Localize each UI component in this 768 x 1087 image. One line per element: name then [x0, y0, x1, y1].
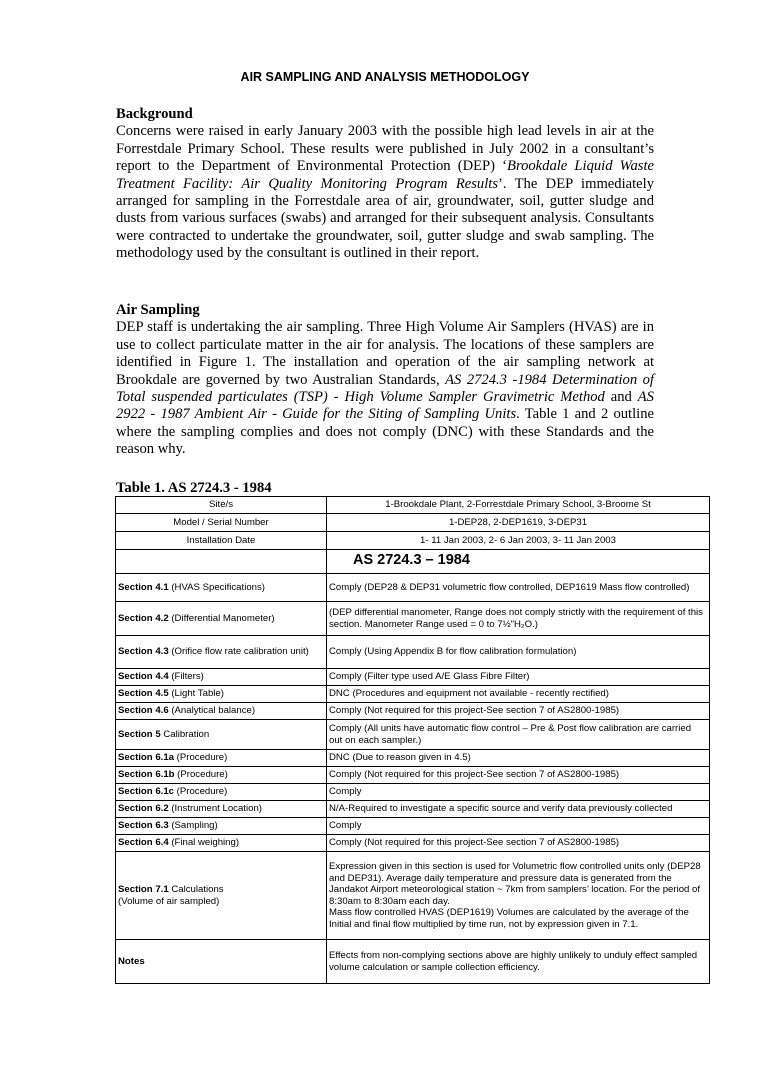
section-cell: Section 6.1a (Procedure) — [116, 750, 327, 767]
status-cell: Comply (All units have automatic flow control – Pre & Post flow calibration are carried out on each sampler.) — [327, 720, 710, 750]
section-cell: Section 4.4 (Filters) — [116, 669, 327, 686]
section-cell: Section 4.2 (Differential Manometer) — [116, 602, 327, 636]
table-row — [116, 574, 710, 602]
background-heading: Background — [116, 106, 193, 122]
status-cell: Comply — [327, 818, 710, 835]
table-row — [116, 703, 710, 720]
table-caption: Table 1. AS 2724.3 - 1984 — [116, 480, 272, 496]
section-cell: Section 4.3 (Orifice flow rate calibration unit) — [116, 636, 327, 669]
compliance-table — [115, 496, 710, 984]
status-cell: Comply (Using Appendix B for flow calibration formulation) — [327, 636, 710, 669]
status-cell: DNC (Procedures and equipment not available - recently rectified) — [327, 686, 710, 703]
table-row — [116, 497, 710, 514]
air-sampling-text-3: . Table 1 and 2 outline where the sampling complies and does not comply (DNC) with these Standards and the reason why. — [116, 406, 654, 458]
section-cell: Section 6.3 (Sampling) — [116, 818, 327, 835]
empty-cell — [116, 550, 327, 574]
table-row — [116, 835, 710, 852]
background-text-1: Concerns were raised in early January 2003 with the possible high lead levels in air at the Forrestdale Primary School. These results were published in July 2002 in a consultant’s report to the Department of Environmental Protection (DEP) ‘ — [116, 123, 654, 175]
section-cell: Section 6.4 (Final weighing) — [116, 835, 327, 852]
header-value: 1- 11 Jan 2003, 2- 6 Jan 2003, 3- 11 Jan 2003 — [327, 532, 710, 550]
table-row — [116, 550, 710, 574]
table-row — [116, 750, 710, 767]
header-value: 1-Brookdale Plant, 2-Forrestdale Primary School, 3-Broome St — [327, 497, 710, 514]
background-section — [116, 106, 654, 263]
status-cell: N/A-Required to investigate a specific source and verify data previously collected — [327, 801, 710, 818]
table-row — [116, 801, 710, 818]
air-sampling-paragraph — [116, 319, 654, 458]
header-value: 1-DEP28, 2-DEP1619, 3-DEP31 — [327, 514, 710, 532]
background-paragraph — [116, 123, 654, 262]
table-row — [116, 767, 710, 784]
notes-label: Notes — [116, 940, 327, 984]
status-cell: Comply (Filter type used A/E Glass Fibre Filter) — [327, 669, 710, 686]
table-row — [116, 818, 710, 835]
table-row — [116, 940, 710, 984]
air-sampling-heading: Air Sampling — [116, 302, 200, 318]
table-row — [116, 720, 710, 750]
status-cell: Comply — [327, 784, 710, 801]
status-cell: Comply (Not required for this project-See section 7 of AS2800-1985) — [327, 835, 710, 852]
status-cell: Comply (Not required for this project-See section 7 of AS2800-1985) — [327, 703, 710, 720]
status-cell: Expression given in this section is used for Volumetric flow controlled units only (DEP28 and DEP31). Average daily temperature and pressure data is generated from the Jandakot Airport meteorological station ~ 7km from samplers’ location. For the period of 8:30am to 8:30am each day. Mass flow controlled HVAS (DEP1619) Volumes are calculated by the average of the Initial and final flow multiplied by time run, not by expression given in 7.1. — [327, 852, 710, 940]
table-row — [116, 686, 710, 703]
table-row — [116, 602, 710, 636]
table-row — [116, 636, 710, 669]
air-sampling-text-1: DEP staff is undertaking the air sampling. Three High Volume Air Samplers (HVAS) are in use to collect particulate matter in the air for analysis. The locations of these samplers are identified in Figure 1. The installation and operation of the air sampling network at Brookdale are governed by two Australian Standards, — [116, 319, 654, 388]
section-cell: Section 6.2 (Instrument Location) — [116, 801, 327, 818]
status-cell: Comply (DEP28 & DEP31 volumetric flow controlled, DEP1619 Mass flow controlled) — [327, 574, 710, 602]
standard-heading-text: AS 2724.3 – 1984 — [353, 552, 470, 569]
table-row — [116, 852, 710, 940]
table-row — [116, 532, 710, 550]
background-text-2: ’. The DEP immediately arranged for sampling in the Forrestdale area of air, groundwater, soil, gutter sludge and dusts from various surfaces (swabs) and arranged for their subsequent analysis. Consultants were contracted to undertake the groundwater, soil, gutter sludge and swab sampling. The methodology used by the consultant is outlined in their report. — [116, 175, 654, 262]
section-cell: Section 7.1 Calculations (Volume of air sampled) — [116, 852, 327, 940]
notes-text: Effects from non-complying sections above are highly unlikely to unduly effect sampled volume calculation or sample collection efficiency. — [327, 940, 710, 984]
standard-heading — [327, 550, 710, 574]
air-sampling-section — [116, 302, 654, 459]
status-cell: (DEP differential manometer, Range does not comply strictly with the requirement of this section. Manometer Range used = 0 to 7½"H₂O.) — [327, 602, 710, 636]
table-row — [116, 784, 710, 801]
table-row — [116, 669, 710, 686]
status-cell: DNC (Due to reason given in 4.5) — [327, 750, 710, 767]
table-row — [116, 514, 710, 532]
status-cell: Comply (Not required for this project-See section 7 of AS2800-1985) — [327, 767, 710, 784]
standard-title-2: AS 2922 - 1987 Ambient Air - Guide for the Siting of Sampling Units — [116, 389, 654, 423]
section-cell: Section 6.1b (Procedure) — [116, 767, 327, 784]
header-label: Installation Date — [116, 532, 327, 550]
section-cell: Section 4.1 (HVAS Specifications) — [116, 574, 327, 602]
section-cell: Section 5 Calibration — [116, 720, 327, 750]
standard-title-1: AS 2724.3 -1984 Determination of Total suspended particulates (TSP) - High Volume Sampler Gravimetric Method — [116, 371, 654, 406]
section-cell: Section 6.1c (Procedure) — [116, 784, 327, 801]
header-label: Model / Serial Number — [116, 514, 327, 532]
document-title: AIR SAMPLING AND ANALYSIS METHODOLOGY — [240, 70, 530, 84]
air-sampling-text-2: and — [604, 389, 638, 406]
section-cell: Section 4.5 (Light Table) — [116, 686, 327, 703]
section-cell: Section 4.6 (Analytical balance) — [116, 703, 327, 720]
report-title: Brookdale Liquid Waste Treatment Facility: Air Quality Monitoring Program Results — [116, 158, 654, 192]
header-label: Site/s — [116, 497, 327, 514]
